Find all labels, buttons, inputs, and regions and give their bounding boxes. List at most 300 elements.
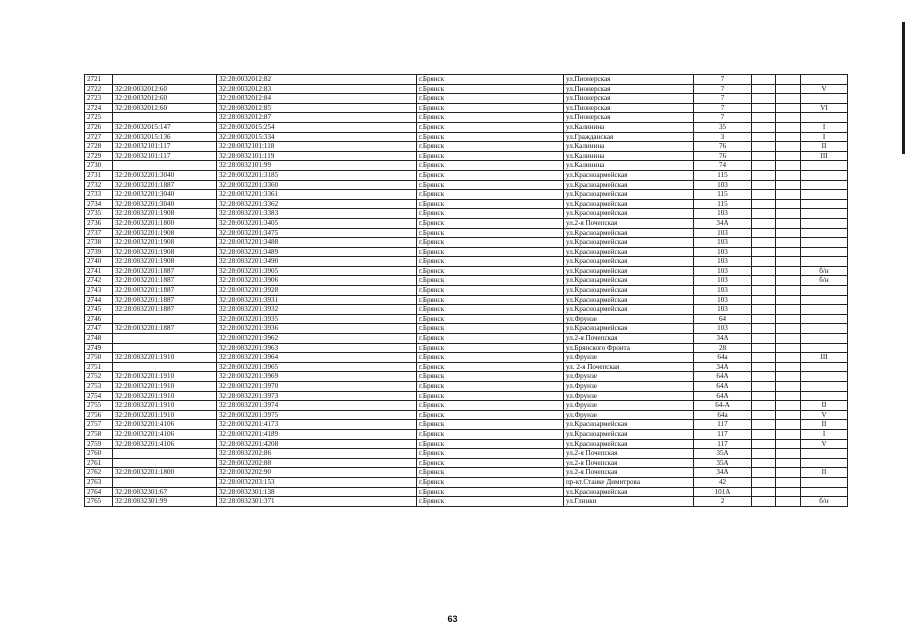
cadastral-number-cell: 32:28:0032201:4189 [217,429,417,439]
blank-cell-cell [776,238,801,248]
blank-cell-cell [752,132,776,142]
city-cell: г.Брянск [417,132,564,142]
cadastral-number-cell: 32:28:0032202:86 [217,449,417,459]
city-cell: г.Брянск [417,362,564,372]
house-number-cell: 103 [694,305,752,315]
house-number-cell: 103 [694,238,752,248]
street-cell: ул.Фрунзе [564,372,694,382]
blank-cell-cell [752,122,776,132]
blank-cell-cell [752,151,776,161]
parent-cadastral-number-cell [113,362,217,372]
table-row [85,238,848,248]
city-cell: г.Брянск [417,142,564,152]
table-row [85,161,848,171]
city-cell: г.Брянск [417,113,564,123]
blank-cell-cell [776,94,801,104]
table-row [85,75,848,85]
premises-number-cell [801,170,848,180]
blank-cell-cell [776,151,801,161]
street-cell: ул.2-я Почепская [564,218,694,228]
premises-number-cell: III [801,151,848,161]
city-cell: г.Брянск [417,468,564,478]
blank-cell-cell [776,305,801,315]
row-number-cell: 2747 [85,324,113,334]
premises-number-cell [801,238,848,248]
blank-cell-cell [776,343,801,353]
row-number-cell: 2762 [85,468,113,478]
row-number-cell: 2724 [85,103,113,113]
street-cell: ул.Красноармейская [564,257,694,267]
row-number-cell: 2758 [85,429,113,439]
row-number-cell: 2727 [85,132,113,142]
street-cell: ул.Фрунзе [564,353,694,363]
blank-cell-cell [776,228,801,238]
cadastral-number-cell: 32:28:0032012:82 [217,75,417,85]
premises-number-cell [801,362,848,372]
parent-cadastral-number-cell: 32:28:0032012:60 [113,103,217,113]
blank-cell-cell [776,382,801,392]
cadastral-number-cell: 32:28:0032012:85 [217,103,417,113]
blank-cell-cell [776,276,801,286]
city-cell: г.Брянск [417,266,564,276]
premises-number-cell [801,295,848,305]
parent-cadastral-number-cell [113,113,217,123]
street-cell: ул.2-я Почепская [564,449,694,459]
parent-cadastral-number-cell: 32:28:0032201:4106 [113,429,217,439]
row-number-cell: 2752 [85,372,113,382]
table-row [85,180,848,190]
premises-number-cell [801,372,848,382]
blank-cell-cell [752,228,776,238]
table-row [85,420,848,430]
premises-number-cell [801,257,848,267]
blank-cell-cell [776,372,801,382]
blank-cell-cell [776,257,801,267]
cadastral-number-cell: 32:28:0032201:3383 [217,209,417,219]
blank-cell-cell [776,103,801,113]
row-number-cell: 2751 [85,362,113,372]
table-row [85,199,848,209]
street-cell: ул.Красноармейская [564,170,694,180]
city-cell: г.Брянск [417,449,564,459]
blank-cell-cell [752,420,776,430]
premises-number-cell [801,180,848,190]
street-cell: ул.Красноармейская [564,295,694,305]
row-number-cell: 2728 [85,142,113,152]
street-cell: ул.Фрунзе [564,401,694,411]
table-row [85,228,848,238]
house-number-cell: 115 [694,190,752,200]
city-cell: г.Брянск [417,276,564,286]
blank-cell-cell [752,170,776,180]
blank-cell-cell [776,468,801,478]
street-cell: ул.Красноармейская [564,238,694,248]
house-number-cell: 3 [694,132,752,142]
street-cell: ул.Красноармейская [564,276,694,286]
premises-number-cell: II [801,420,848,430]
cadastral-number-cell: 32:28:0032201:3970 [217,382,417,392]
house-number-cell: 103 [694,266,752,276]
blank-cell-cell [752,334,776,344]
cadastral-number-cell: 32:28:0032201:3965 [217,362,417,372]
parent-cadastral-number-cell: 32:28:0032201:3040 [113,170,217,180]
table-row [85,257,848,267]
blank-cell-cell [752,286,776,296]
house-number-cell: 34А [694,362,752,372]
premises-number-cell [801,314,848,324]
blank-cell-cell [752,401,776,411]
street-cell: ул.Фрунзе [564,391,694,401]
street-cell: ул.Красноармейская [564,190,694,200]
street-cell: ул.Глинки [564,497,694,507]
parent-cadastral-number-cell: 32:28:0032201:1887 [113,295,217,305]
house-number-cell: 34А [694,334,752,344]
premises-number-cell: б/н [801,497,848,507]
blank-cell-cell [776,314,801,324]
street-cell: ул.2-я Почепская [564,468,694,478]
row-number-cell: 2755 [85,401,113,411]
row-number-cell: 2745 [85,305,113,315]
parent-cadastral-number-cell: 32:28:0032201:1908 [113,257,217,267]
parent-cadastral-number-cell: 32:28:0032201:1910 [113,391,217,401]
premises-number-cell: VI [801,103,848,113]
city-cell: г.Брянск [417,228,564,238]
city-cell: г.Брянск [417,286,564,296]
cadastral-number-cell: 32:28:0032201:3932 [217,305,417,315]
premises-number-cell [801,487,848,497]
house-number-cell: 103 [694,295,752,305]
street-cell: ул.Калинина [564,151,694,161]
cadastral-number-cell: 32:28:0032015:254 [217,122,417,132]
blank-cell-cell [752,305,776,315]
cadastral-number-cell: 32:28:0032301:138 [217,487,417,497]
blank-cell-cell [776,391,801,401]
city-cell: г.Брянск [417,170,564,180]
blank-cell-cell [752,266,776,276]
city-cell: г.Брянск [417,199,564,209]
cadastral-number-cell: 32:28:0032201:3963 [217,343,417,353]
parent-cadastral-number-cell [113,343,217,353]
premises-number-cell: V [801,84,848,94]
street-cell: ул.Пионерская [564,103,694,113]
cadastral-number-cell: 32:28:0032201:3969 [217,372,417,382]
blank-cell-cell [776,334,801,344]
street-cell: пр-кт.Станке Димитрова [564,477,694,487]
row-number-cell: 2743 [85,286,113,296]
cadastral-number-cell: 32:28:0032201:3964 [217,353,417,363]
parent-cadastral-number-cell: 32:28:0032201:1800 [113,468,217,478]
house-number-cell: 34А [694,218,752,228]
parent-cadastral-number-cell: 32:28:0032015:136 [113,132,217,142]
blank-cell-cell [776,113,801,123]
premises-number-cell [801,391,848,401]
blank-cell-cell [752,477,776,487]
cadastral-number-cell: 32:28:0032201:3489 [217,247,417,257]
city-cell: г.Брянск [417,401,564,411]
parent-cadastral-number-cell: 32:28:0032101:117 [113,151,217,161]
table-row [85,487,848,497]
blank-cell-cell [776,161,801,171]
blank-cell-cell [752,142,776,152]
row-number-cell: 2749 [85,343,113,353]
blank-cell-cell [776,75,801,85]
blank-cell-cell [752,94,776,104]
street-cell: ул.Красноармейская [564,228,694,238]
street-cell: ул.Красноармейская [564,180,694,190]
city-cell: г.Брянск [417,324,564,334]
table-row [85,209,848,219]
blank-cell-cell [752,353,776,363]
table-row [85,286,848,296]
house-number-cell: 115 [694,199,752,209]
cadastral-number-cell: 32:28:0032201:3974 [217,401,417,411]
cadastral-number-cell: 32:28:0032201:3906 [217,276,417,286]
city-cell: г.Брянск [417,94,564,104]
premises-number-cell: II [801,401,848,411]
blank-cell-cell [776,477,801,487]
blank-cell-cell [776,209,801,219]
blank-cell-cell [776,142,801,152]
blank-cell-cell [752,324,776,334]
blank-cell-cell [752,449,776,459]
row-number-cell: 2738 [85,238,113,248]
house-number-cell: 7 [694,94,752,104]
premises-number-cell [801,228,848,238]
street-cell: ул.Фрунзе [564,410,694,420]
parent-cadastral-number-cell: 32:28:0032201:1910 [113,372,217,382]
row-number-cell: 2736 [85,218,113,228]
parent-cadastral-number-cell: 32:28:0032012:60 [113,94,217,104]
cadastral-number-cell: 32:28:0032201:3362 [217,199,417,209]
cadastral-number-cell: 32:28:0032201:3475 [217,228,417,238]
row-number-cell: 2732 [85,180,113,190]
premises-number-cell [801,94,848,104]
street-cell: ул. 2-я Почепская [564,362,694,372]
premises-number-cell: I [801,132,848,142]
premises-number-cell [801,305,848,315]
city-cell: г.Брянск [417,247,564,257]
cadastral-number-cell: 32:28:0032201:3361 [217,190,417,200]
parent-cadastral-number-cell: 32:28:0032201:1887 [113,324,217,334]
parent-cadastral-number-cell: 32:28:0032012:60 [113,84,217,94]
cadastral-number-cell: 32:28:0032201:3405 [217,218,417,228]
parent-cadastral-number-cell [113,334,217,344]
blank-cell-cell [752,103,776,113]
parent-cadastral-number-cell: 32:28:0032201:1910 [113,382,217,392]
row-number-cell: 2740 [85,257,113,267]
premises-number-cell: II [801,468,848,478]
house-number-cell: 7 [694,84,752,94]
row-number-cell: 2735 [85,209,113,219]
cadastral-number-cell: 32:28:0032201:3931 [217,295,417,305]
table-row [85,84,848,94]
street-cell: ул.Фрунзе [564,314,694,324]
blank-cell-cell [752,238,776,248]
house-number-cell: 103 [694,228,752,238]
table-row [85,497,848,507]
parent-cadastral-number-cell: 32:28:0032201:3040 [113,190,217,200]
row-number-cell: 2730 [85,161,113,171]
blank-cell-cell [776,247,801,257]
blank-cell-cell [776,190,801,200]
city-cell: г.Брянск [417,497,564,507]
premises-number-cell [801,477,848,487]
blank-cell-cell [752,487,776,497]
blank-cell-cell [752,218,776,228]
blank-cell-cell [776,180,801,190]
row-number-cell: 2741 [85,266,113,276]
house-number-cell: 42 [694,477,752,487]
premises-number-cell [801,343,848,353]
parent-cadastral-number-cell: 32:28:0032201:1908 [113,238,217,248]
row-number-cell: 2761 [85,458,113,468]
parent-cadastral-number-cell: 32:28:0032201:1908 [113,247,217,257]
city-cell: г.Брянск [417,382,564,392]
table-row [85,449,848,459]
table-row [85,103,848,113]
blank-cell-cell [776,410,801,420]
parent-cadastral-number-cell: 32:28:0032015:147 [113,122,217,132]
city-cell: г.Брянск [417,103,564,113]
table-row [85,122,848,132]
street-cell: ул.Красноармейская [564,429,694,439]
blank-cell-cell [752,295,776,305]
house-number-cell: 76 [694,142,752,152]
premises-number-cell [801,209,848,219]
table-row [85,334,848,344]
house-number-cell: 35 [694,122,752,132]
street-cell: ул.Красноармейская [564,487,694,497]
row-number-cell: 2739 [85,247,113,257]
house-number-cell: 103 [694,247,752,257]
premises-number-cell: V [801,410,848,420]
city-cell: г.Брянск [417,314,564,324]
parent-cadastral-number-cell: 32:28:0032201:1887 [113,276,217,286]
street-cell: ул.Калинина [564,142,694,152]
cadastral-number-cell: 32:28:0032201:4208 [217,439,417,449]
blank-cell-cell [776,362,801,372]
premises-number-cell [801,334,848,344]
parent-cadastral-number-cell: 32:28:0032101:117 [113,142,217,152]
house-number-cell: 115 [694,170,752,180]
premises-number-cell: II [801,142,848,152]
blank-cell-cell [752,382,776,392]
table-row [85,468,848,478]
house-number-cell: 101А [694,487,752,497]
parent-cadastral-number-cell: 32:28:0032201:4106 [113,439,217,449]
parent-cadastral-number-cell: 32:28:0032201:1800 [113,218,217,228]
house-number-cell: 64а [694,353,752,363]
parent-cadastral-number-cell: 32:28:0032201:1910 [113,410,217,420]
city-cell: г.Брянск [417,391,564,401]
blank-cell-cell [776,449,801,459]
blank-cell-cell [752,458,776,468]
table-row [85,170,848,180]
street-cell: ул.Пионерская [564,84,694,94]
table-row [85,190,848,200]
blank-cell-cell [752,276,776,286]
house-number-cell: 7 [694,75,752,85]
blank-cell-cell [752,199,776,209]
table-row [85,151,848,161]
cadastral-number-cell: 32:28:0032201:3936 [217,324,417,334]
city-cell: г.Брянск [417,372,564,382]
blank-cell-cell [776,353,801,363]
city-cell: г.Брянск [417,180,564,190]
house-number-cell: 2 [694,497,752,507]
city-cell: г.Брянск [417,161,564,171]
table-row [85,247,848,257]
street-cell: ул.Красноармейская [564,305,694,315]
table-row [85,410,848,420]
cadastral-number-cell: 32:28:0032201:3360 [217,180,417,190]
cadastral-number-cell: 32:28:0032201:3488 [217,238,417,248]
premises-number-cell [801,113,848,123]
table-row [85,458,848,468]
table-row [85,439,848,449]
row-number-cell: 2765 [85,497,113,507]
city-cell: г.Брянск [417,84,564,94]
premises-number-cell: б/н [801,266,848,276]
row-number-cell: 2725 [85,113,113,123]
register-body [85,75,848,507]
cadastral-number-cell: 32:28:0032201:3973 [217,391,417,401]
blank-cell-cell [752,113,776,123]
street-cell: ул.Гражданская [564,132,694,142]
row-number-cell: 2750 [85,353,113,363]
blank-cell-cell [776,497,801,507]
house-number-cell: 34А [694,468,752,478]
blank-cell-cell [776,84,801,94]
house-number-cell: 28 [694,343,752,353]
table-row [85,314,848,324]
premises-number-cell [801,199,848,209]
row-number-cell: 2759 [85,439,113,449]
house-number-cell: 35А [694,458,752,468]
row-number-cell: 2753 [85,382,113,392]
parent-cadastral-number-cell [113,449,217,459]
blank-cell-cell [776,199,801,209]
house-number-cell: 64 [694,314,752,324]
blank-cell-cell [776,170,801,180]
row-number-cell: 2733 [85,190,113,200]
blank-cell-cell [752,75,776,85]
row-number-cell: 2744 [85,295,113,305]
blank-cell-cell [752,190,776,200]
street-cell: ул.Пионерская [564,113,694,123]
parent-cadastral-number-cell: 32:28:0032201:1908 [113,209,217,219]
city-cell: г.Брянск [417,190,564,200]
house-number-cell: 103 [694,257,752,267]
parent-cadastral-number-cell: 32:28:0032201:1910 [113,401,217,411]
premises-number-cell [801,75,848,85]
blank-cell-cell [776,295,801,305]
street-cell: ул.2-я Почепская [564,334,694,344]
city-cell: г.Брянск [417,477,564,487]
premises-number-cell [801,286,848,296]
street-cell: ул.Красноармейская [564,324,694,334]
house-number-cell: 35А [694,449,752,459]
table-row [85,372,848,382]
cadastral-number-cell: 32:28:0032202:88 [217,458,417,468]
cadastral-number-cell: 32:28:0032201:3905 [217,266,417,276]
blank-cell-cell [776,439,801,449]
blank-cell-cell [776,420,801,430]
cadastral-number-cell: 32:28:0032101:119 [217,151,417,161]
city-cell: г.Брянск [417,429,564,439]
house-number-cell: 117 [694,420,752,430]
premises-number-cell: V [801,439,848,449]
